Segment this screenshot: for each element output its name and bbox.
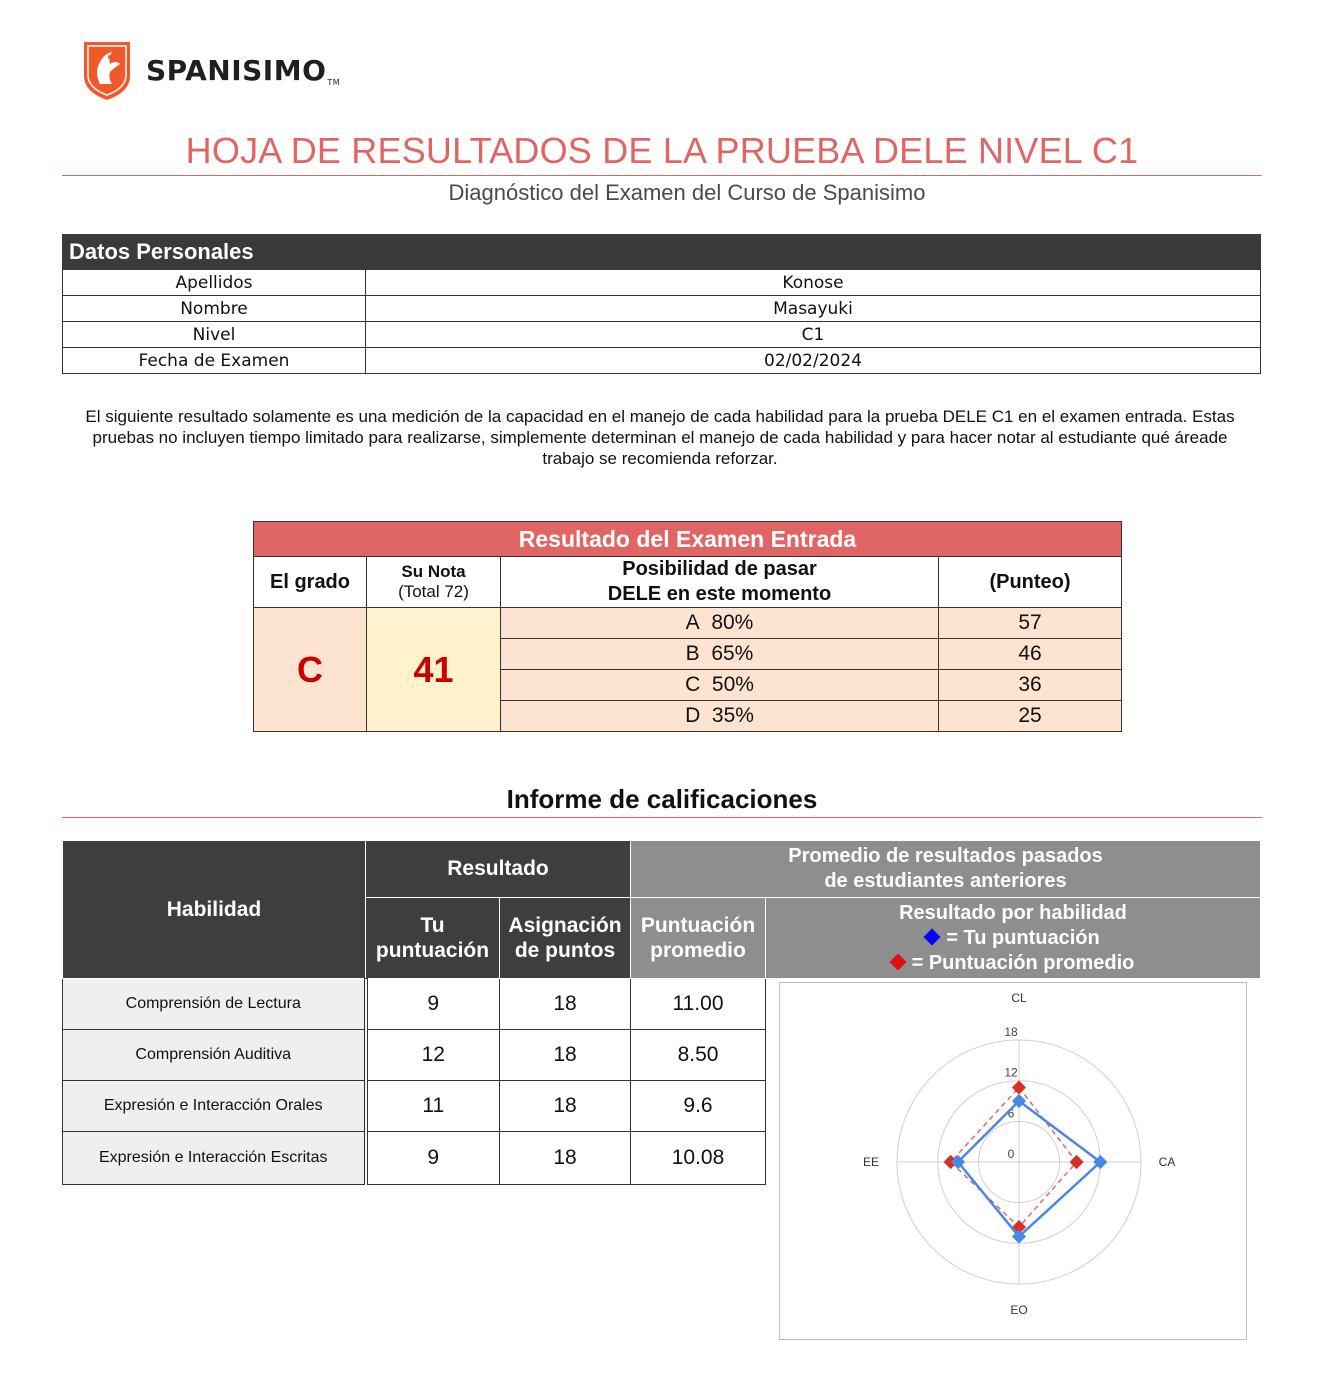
points-value: 25 xyxy=(939,701,1122,732)
assigned-points: 18 xyxy=(500,1030,631,1081)
title-divider xyxy=(62,175,1262,176)
radar-axis-label: EE xyxy=(862,1155,880,1169)
result-header: Resultado xyxy=(366,841,631,898)
spanisimo-shield-icon xyxy=(80,38,134,102)
personal-row xyxy=(63,270,1261,296)
assigned-points: 18 xyxy=(500,1132,631,1185)
personal-row xyxy=(63,322,1261,348)
radar-tick-label: 0 xyxy=(1007,1147,1015,1161)
chart-header: Resultado por habilidad = Tu puntuación = Puntuación promedio xyxy=(766,898,1261,979)
points-value: 36 xyxy=(939,670,1122,701)
personal-value: Konose xyxy=(366,270,1261,296)
personal-value: 02/02/2024 xyxy=(366,348,1261,374)
skill-name: Expresión e Interacción Escritas xyxy=(63,1132,366,1185)
assigned-points: 18 xyxy=(500,1081,631,1132)
personal-value: Masayuki xyxy=(366,296,1261,322)
personal-label: Nivel xyxy=(63,322,366,348)
brand-name: SPANISIMOTM xyxy=(146,53,341,87)
personal-value: C1 xyxy=(366,322,1261,348)
average-score: 11.00 xyxy=(631,979,766,1030)
disclaimer-note: El siguiente resultado solamente es una medición de la capacidad en el manejo de cada habilidad para la prueba DELE C1 en el examen entrada. Estas pruebas no incluyen tiempo limitado para realizarse, simplemente determinan el manejo de cada habilidad y para hacer notar al estudiante qué áreade trabajo se recomienda reforzar. xyxy=(85,407,1235,468)
probability-level: D 35% xyxy=(501,701,939,732)
assigned-points-header: Asignación de puntos xyxy=(500,898,631,979)
col-points-header: (Punteo) xyxy=(939,557,1122,608)
radar-tick-label: 18 xyxy=(1004,1025,1018,1039)
report-title: Informe de calificaciones xyxy=(506,784,818,814)
assigned-points: 18 xyxy=(500,979,631,1030)
your-score: 11 xyxy=(366,1081,500,1132)
points-value: 46 xyxy=(939,639,1122,670)
brand-logo xyxy=(80,38,340,102)
grade-value: C xyxy=(254,608,367,732)
col-score-header: Su Nota (Total 72) xyxy=(367,557,501,608)
personal-row xyxy=(63,296,1261,322)
average-score: 10.08 xyxy=(631,1132,766,1185)
legend-blue-diamond-icon xyxy=(924,928,941,945)
points-value: 57 xyxy=(939,608,1122,639)
average-score-header: Puntuación promedio xyxy=(631,898,766,979)
skill-name: Comprensión de Lectura xyxy=(63,979,366,1030)
skill-name: Expresión e Interacción Orales xyxy=(63,1081,366,1132)
report-divider xyxy=(62,817,1262,818)
probability-level: C 50% xyxy=(501,670,939,701)
personal-data-header: Datos Personales xyxy=(63,235,1261,270)
col-probability-header: Posibilidad de pasar DELE en este momento xyxy=(501,557,939,608)
personal-data-table xyxy=(62,234,1261,374)
your-score-header: Tu puntuación xyxy=(366,898,500,979)
skill-name: Comprensión Auditiva xyxy=(63,1030,366,1081)
personal-label: Apellidos xyxy=(63,270,366,296)
probability-level: B 65% xyxy=(501,639,939,670)
radar-tick-label: 6 xyxy=(1007,1106,1015,1121)
average-score: 9.6 xyxy=(631,1081,766,1132)
your-score: 9 xyxy=(366,979,500,1030)
personal-label: Fecha de Examen xyxy=(63,348,366,374)
score-value: 41 xyxy=(367,608,501,732)
legend-red-diamond-icon xyxy=(889,953,906,970)
your-score: 12 xyxy=(366,1030,500,1081)
page-subtitle: Diagnóstico del Examen del Curso de Spanisimo xyxy=(448,180,926,205)
probability-level: A 80% xyxy=(501,608,939,639)
radar-axis-label: EO xyxy=(1010,1303,1028,1317)
radar-axis-label: CA xyxy=(1158,1155,1176,1169)
your-score: 9 xyxy=(366,1132,500,1185)
skill-header: Habilidad xyxy=(63,841,366,979)
page-title: HOJA DE RESULTADOS DE LA PRUEBA DELE NIVEL C1 xyxy=(185,130,1139,171)
exam-result-table xyxy=(253,521,1122,732)
past-average-header: Promedio de resultados pasados de estudiantes anteriores xyxy=(631,841,1261,898)
radar-axis-label: CL xyxy=(1011,991,1027,1005)
radar-chart-svg xyxy=(780,983,1246,1339)
personal-label: Nombre xyxy=(63,296,366,322)
col-grade-header: El grado xyxy=(254,557,367,608)
radar-tick-label: 12 xyxy=(1004,1065,1018,1080)
radar-chart xyxy=(779,982,1247,1340)
personal-row xyxy=(63,348,1261,374)
average-score: 8.50 xyxy=(631,1030,766,1081)
exam-result-header: Resultado del Examen Entrada xyxy=(254,522,1122,557)
